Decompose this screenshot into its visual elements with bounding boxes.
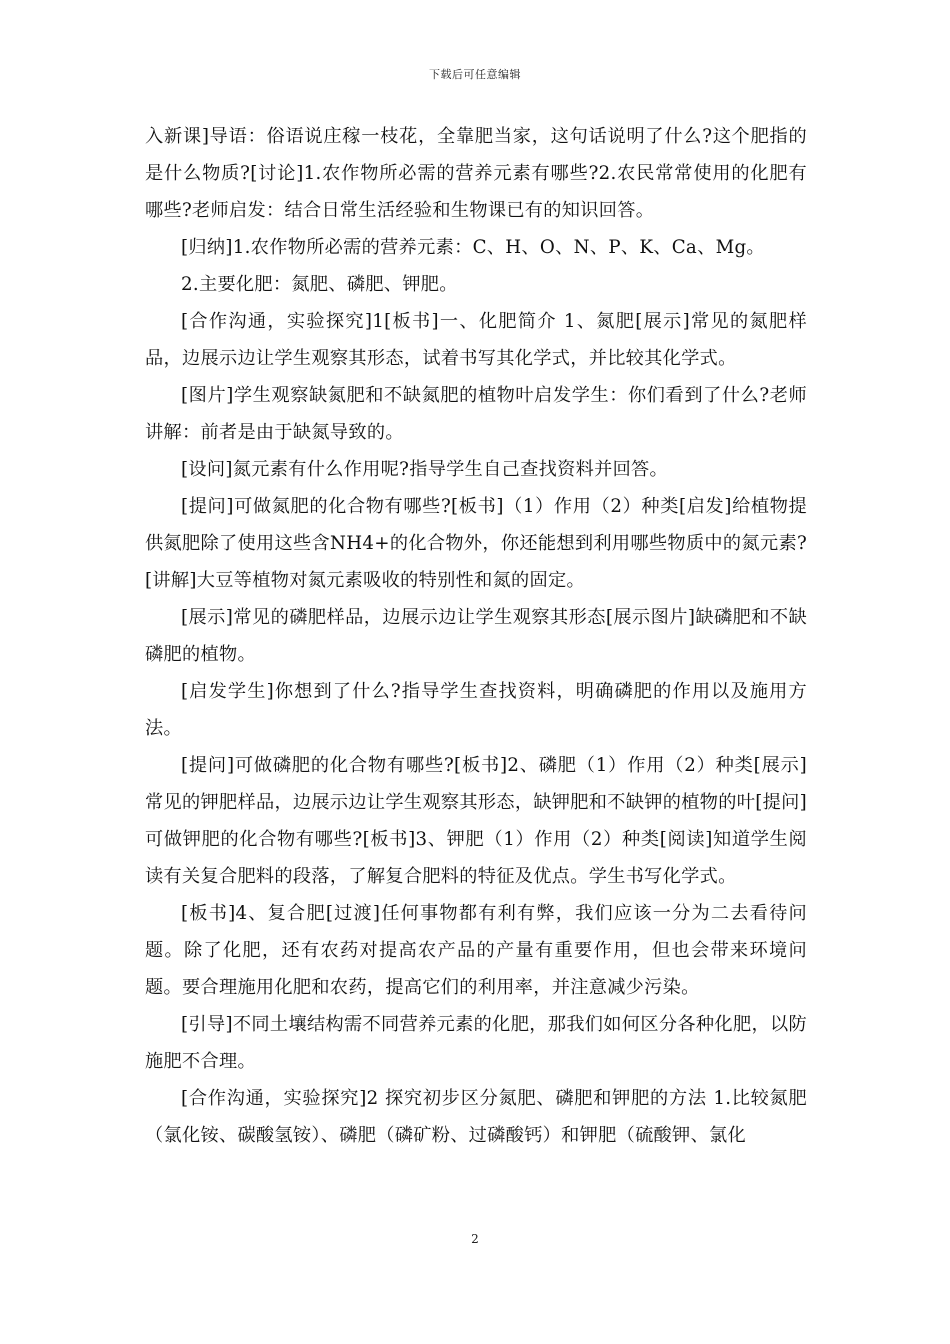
paragraph: [合作沟通，实验探究]1[板书]一、化肥简介 1、氮肥[展示]常见的氮肥样品，边展示边让学生观察其形态，试着书写其化学式，并比较其化学式。 — [145, 311, 807, 369]
paragraph: [设问]氮元素有什么作用呢?指导学生自己查找资料并回答。 — [181, 459, 669, 480]
paragraph: [提问]可做氮肥的化合物有哪些?[板书]（1）作用（2）种类[启发]给植物提供氮肥除了使用这些含NH4+的化合物外，你还能想到利用哪些物质中的氮元素?[讲解]大豆等植物对氮元素吸收的特别性和氮的固定。 — [145, 496, 807, 591]
paragraph: [板书]4、复合肥[过渡]任何事物都有利有弊，我们应该一分为二去看待问题。除了化肥，还有农药对提高农产品的产量有重要作用，但也会带来环境问题。要合理施用化肥和农药，提高它们的利用率，并注意减少污染。 — [145, 903, 807, 998]
paragraph: [合作沟通，实验探究]2 探究初步区分氮肥、磷肥和钾肥的方法 1.比较氮肥（氯化铵、碳酸氢铵）、磷肥（磷矿粉、过磷酸钙）和钾肥（硫酸钾、氯化 — [145, 1088, 807, 1146]
page-number: 2 — [471, 1232, 479, 1246]
paragraph: 2.主要化肥：氮肥、磷肥、钾肥。 — [181, 274, 458, 295]
paragraph: [展示]常见的磷肥样品，边展示边让学生观察其形态[展示图片]缺磷肥和不缺磷肥的植物。 — [145, 607, 807, 665]
paragraph: [图片]学生观察缺氮肥和不缺氮肥的植物叶启发学生：你们看到了什么?老师讲解：前者是由于缺氮导致的。 — [145, 385, 807, 443]
paragraph: [启发学生]你想到了什么?指导学生查找资料，明确磷肥的作用以及施用方法。 — [145, 681, 807, 739]
paragraph: [提问]可做磷肥的化合物有哪些?[板书]2、磷肥（1）作用（2）种类[展示]常见的钾肥样品，边展示边让学生观察其形态，缺钾肥和不缺钾的植物的叶[提问]可做钾肥的化合物有哪些?[板书]3、钾肥（1）作用（2）种类[阅读]知道学生阅读有关复合肥料的段落，了解复合肥料的特征及优点。学生书写化学式。 — [145, 755, 807, 887]
paragraph: [引导]不同土壤结构需不同营养元素的化肥，那我们如何区分各种化肥，以防施肥不合理。 — [145, 1014, 807, 1072]
page-header: 下载后可任意编辑 — [429, 68, 521, 81]
paragraph: 入新课]导语：俗语说庄稼一枝花，全靠肥当家，这句话说明了什么?这个肥指的是什么物质?[讨论]1.农作物所必需的营养元素有哪些?2.农民常常使用的化肥有哪些?老师启发：结合日常生活经验和生物课已有的知识回答。 — [145, 126, 807, 221]
document-body — [145, 118, 807, 1154]
paragraph: [归纳]1.农作物所必需的营养元素：C、H、O、N、P、K、Ca、Mg。 — [181, 237, 765, 258]
